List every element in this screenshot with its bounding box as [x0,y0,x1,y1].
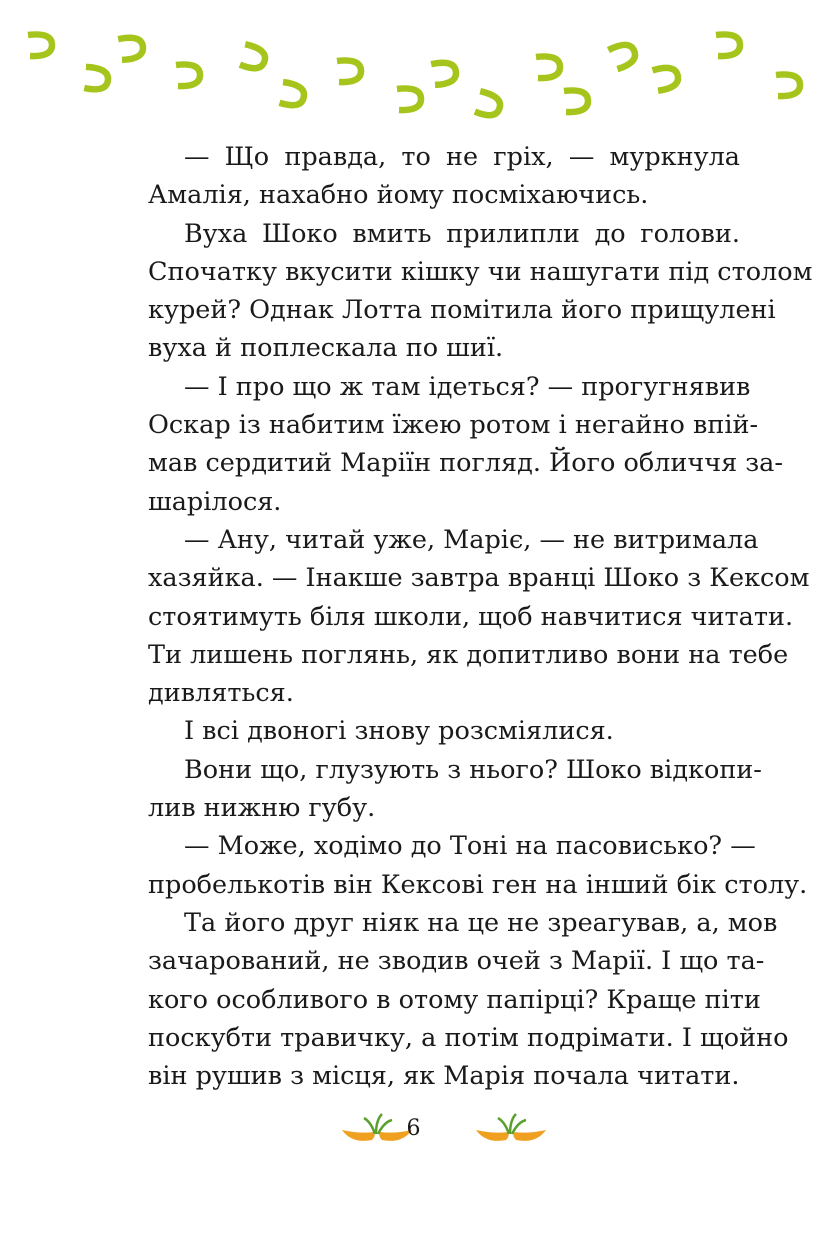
page-body-text [148,138,813,1095]
hoof-print-icon [648,60,687,95]
text-line: — Ану, читай уже, Маріє, — не витримала [184,524,759,555]
text-line: Та його друг ніяк на це не зреагував, а, мов [184,907,778,938]
text-line: зачарований, не зводив очей з Марії. І що та- [148,946,765,977]
text-line: — І про що ж там ідеться? — прогугнявив [184,371,751,402]
text-line: Вони що, глузують з нього? Шоко відкопи- [184,754,762,785]
text-line: лив нижню губу. [148,793,376,824]
hoof-print-icon [772,70,806,100]
text-line: пробелькотів він Кексові ген на інший бік столу. [148,869,808,900]
hoof-print-icon [603,35,645,75]
hoof-print-icon [560,86,594,116]
text-line: — Може, ходімо до Тоні на пасовисько? — [184,831,756,862]
hoof-print-icon [427,57,463,90]
paragraph [148,712,740,750]
text-line: хазяйка. — Інакше завтра вранці Шоко з Кексом [148,563,810,594]
text-line: вуха й поплескала по шиї. [148,333,504,364]
text-line: — Що правда, то не гріх, — муркнула [184,142,740,172]
hoof-print-icon [468,85,510,125]
text-line: мав сердитий Маріїн погляд. Його обличчя за- [148,448,783,479]
paragraph [148,751,762,828]
hoof-print-icon [24,30,58,60]
paragraph [148,521,810,712]
text-line: Ти лишень поглянь, як допитливо вони на тебе [148,639,789,670]
text-line: він рушив з місця, як Марія почала читати. [148,1061,740,1092]
text-line: поскубти травичку, а потім подрімати. І щойно [148,1022,789,1053]
paragraph [148,904,789,1095]
text-line: стоятимуть біля школи, щоб навчитися читати. [148,601,794,632]
text-line: Оскар із набитим їжею ротом і негайно впій- [148,410,759,441]
hoof-print-icon [393,84,427,114]
text-line: Амалія, нахабно йому посміхаючись. [148,180,649,211]
text-line: дивляться. [148,678,294,709]
hoof-print-icon [273,76,314,114]
paragraph [148,215,813,368]
hoof-print-icon [114,32,150,65]
text-line: кого особливого в отому папірці? Краще піти [148,984,761,1015]
hoof-print-icon [172,60,206,90]
text-line: Спочатку вкусити кішку чи нашугати під столом [148,256,813,287]
hoof-print-header [0,0,827,130]
hoof-print-icon [78,61,117,96]
text-line: Вуха Шоко вмить прилипли до голови. [184,218,740,249]
page-number: 6 [406,1116,421,1141]
hoof-print-icon [233,38,275,78]
text-line: І всі двоногі знову розсміялися. [184,716,614,747]
hoof-print-icon [333,56,367,86]
hoof-print-icon [532,52,566,82]
text-line: шарілося. [148,486,282,517]
paragraph [148,368,783,521]
text-line: курей? Однак Лотта помітила його прищулені [148,295,776,326]
carrot-pair-icon [472,1112,550,1148]
page-footer [0,1108,827,1154]
paragraph [148,827,808,904]
paragraph [148,138,740,215]
hoof-print-icon [712,30,746,60]
